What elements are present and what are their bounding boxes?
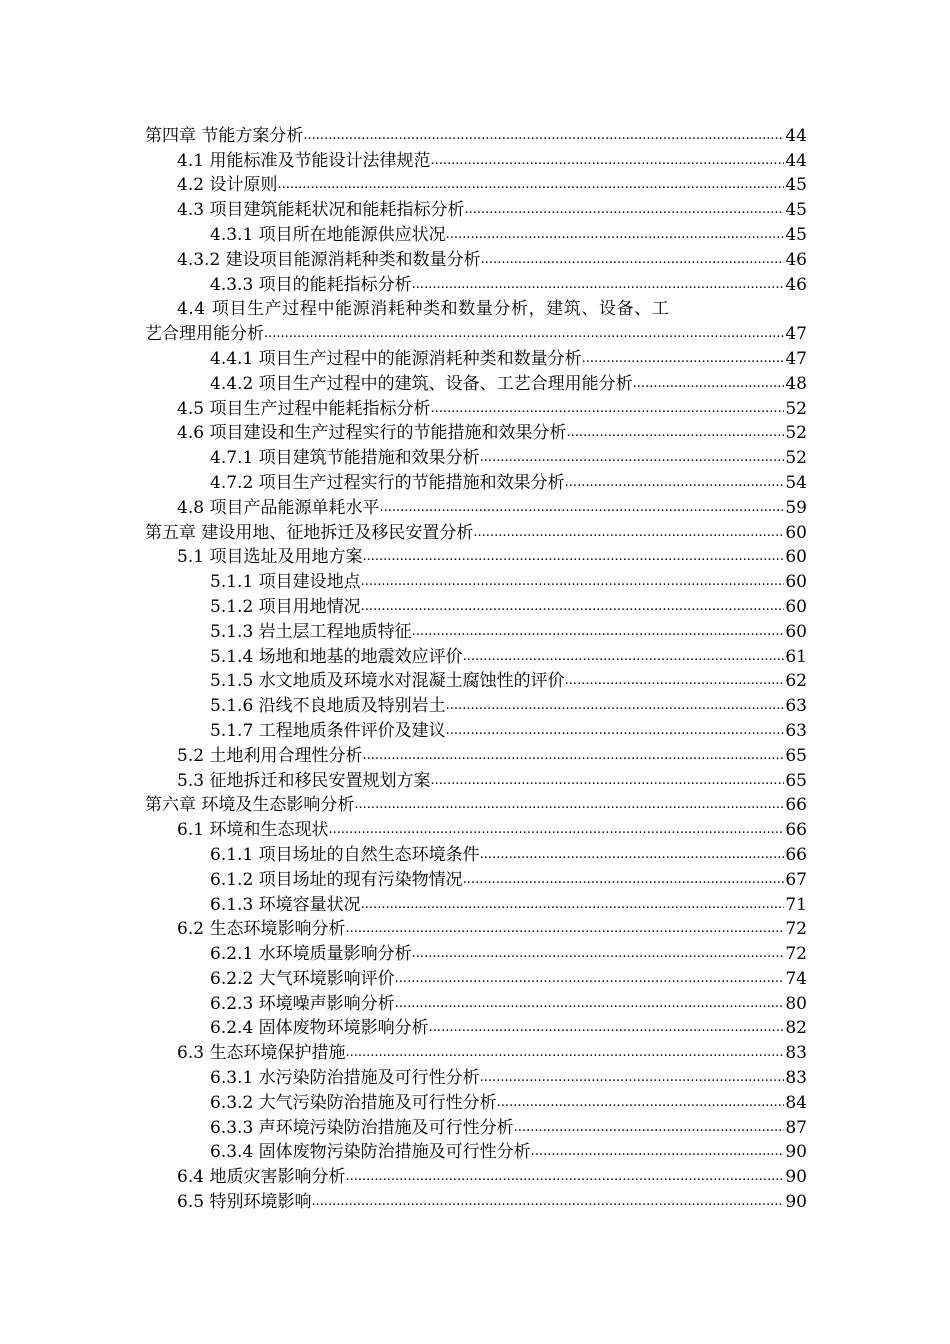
dot-leader xyxy=(345,1165,784,1189)
toc-entry[interactable] xyxy=(145,817,807,842)
toc-entry-title: 6.3.2 大气污染防治措施及可行性分析 xyxy=(210,1092,497,1113)
toc-page-number: 63 xyxy=(785,720,807,741)
dot-leader xyxy=(582,347,785,371)
toc-entry-title: 4.3.1 项目所在地能源供应状况 xyxy=(210,224,446,245)
dot-leader xyxy=(480,843,785,867)
toc-page-number: 46 xyxy=(785,274,807,295)
toc-entry[interactable] xyxy=(145,941,807,966)
toc-page-number: 84 xyxy=(785,1092,807,1113)
toc-entry[interactable] xyxy=(145,123,807,148)
toc-entry-title: 6.5 特别环境影响 xyxy=(177,1192,312,1213)
dot-leader xyxy=(566,421,784,445)
toc-page-number: 72 xyxy=(785,919,807,940)
toc-entry[interactable] xyxy=(145,842,807,867)
dot-leader xyxy=(277,173,784,197)
toc-entry-title: 5.1.7 工程地质条件评价及建议 xyxy=(210,720,446,741)
toc-page-number: 52 xyxy=(785,398,807,419)
toc-entry[interactable] xyxy=(145,1016,807,1041)
toc-entry-title: 5.1.6 沿线不良地质及特别岩土 xyxy=(210,696,446,717)
toc-entry-title: 5.1.3 岩土层工程地质特征 xyxy=(210,621,412,642)
toc-page-number: 63 xyxy=(785,696,807,717)
dot-leader xyxy=(514,1116,785,1140)
toc-entry-title: 6.4 地质灾害影响分析 xyxy=(177,1167,346,1188)
dot-leader xyxy=(565,669,785,693)
dot-leader xyxy=(430,397,784,421)
dot-leader xyxy=(480,1066,785,1090)
toc-entry-title: 6.3.3 声环境污染防治措施及可行性分析 xyxy=(210,1117,514,1138)
toc-entry[interactable] xyxy=(145,917,807,942)
dot-leader xyxy=(633,372,785,396)
toc-page-number: 44 xyxy=(785,125,807,146)
toc-entry[interactable] xyxy=(145,272,807,297)
toc-page-number: 60 xyxy=(785,547,807,568)
toc-entry-title: 4.3.2 建设项目能源消耗种类和数量分析 xyxy=(177,249,481,270)
toc-entry[interactable] xyxy=(145,594,807,619)
dot-leader xyxy=(429,1016,785,1040)
toc-page-number: 71 xyxy=(785,894,807,915)
toc-entry[interactable] xyxy=(145,743,807,768)
toc-page-number: 90 xyxy=(785,1142,807,1163)
dot-leader xyxy=(464,198,784,222)
toc-page-number: 82 xyxy=(785,1018,807,1039)
toc-entry[interactable] xyxy=(145,495,807,520)
dot-leader xyxy=(497,1091,785,1115)
dot-leader xyxy=(412,273,785,297)
dot-leader xyxy=(361,570,785,594)
toc-entry[interactable] xyxy=(145,545,807,570)
toc-entry-title: 4.3.3 项目的能耗指标分析 xyxy=(210,274,412,295)
toc-page-number: 60 xyxy=(785,621,807,642)
toc-entry[interactable] xyxy=(145,1164,807,1189)
toc-entry-title: 6.3.4 固体废物污染防治措施及可行性分析 xyxy=(210,1142,531,1163)
dot-leader xyxy=(303,124,784,148)
dot-leader xyxy=(463,645,785,669)
toc-entry[interactable] xyxy=(145,1040,807,1065)
toc-entry[interactable] xyxy=(145,693,807,718)
toc-page-number: 45 xyxy=(785,224,807,245)
dot-leader xyxy=(362,545,784,569)
dot-leader xyxy=(446,694,785,718)
toc-entry-title: 4.4.2 项目生产过程中的建筑、设备、工艺合理用能分析 xyxy=(210,373,633,394)
toc-entry[interactable] xyxy=(145,197,807,222)
toc-page-number: 61 xyxy=(785,646,807,667)
toc-page-number: 52 xyxy=(785,448,807,469)
toc-entry-title: 第四章 节能方案分析 xyxy=(145,125,304,146)
toc-entry[interactable] xyxy=(145,966,807,991)
toc-entry[interactable] xyxy=(145,619,807,644)
toc-entry-title: 4.2 设计原则 xyxy=(177,175,278,196)
toc-entry[interactable] xyxy=(145,644,807,669)
toc-entry-title: 6.2.2 大气环境影响评价 xyxy=(210,968,395,989)
toc-page-number: 60 xyxy=(785,522,807,543)
toc-page-number: 48 xyxy=(785,373,807,394)
toc-entry-title: 6.1 环境和生态现状 xyxy=(177,820,329,841)
toc-entry-title: 6.1.2 项目场址的现有污染物情况 xyxy=(210,869,463,890)
toc-entry[interactable] xyxy=(145,297,807,347)
toc-entry-title: 4.4 项目生产过程中能源消耗种类和数量分析，建筑、设备、工 xyxy=(177,299,670,320)
toc-entry[interactable] xyxy=(145,222,807,247)
toc-page-number: 45 xyxy=(785,175,807,196)
toc-entry[interactable] xyxy=(145,1189,807,1214)
toc-entry-title: 6.3.1 水污染防治措施及可行性分析 xyxy=(210,1068,480,1089)
toc-entry-title: 第五章 建设用地、征地拆迁及移民安置分析 xyxy=(145,522,474,543)
toc-entry[interactable] xyxy=(145,173,807,198)
toc-entry[interactable] xyxy=(145,867,807,892)
dot-leader xyxy=(379,496,784,520)
dot-leader xyxy=(531,1140,785,1164)
toc-page-number: 44 xyxy=(785,150,807,171)
toc-page-number: 47 xyxy=(785,324,807,345)
toc-entry-title: 6.2.3 环境噪声影响分析 xyxy=(210,993,395,1014)
toc-entry[interactable] xyxy=(145,718,807,743)
dot-leader xyxy=(446,719,785,743)
toc-entry[interactable] xyxy=(145,1065,807,1090)
toc-entry-title: 5.1.4 场地和地基的地震效应评价 xyxy=(210,646,463,667)
dot-leader xyxy=(361,893,785,917)
toc-entry-title: 4.5 项目生产过程中能耗指标分析 xyxy=(177,398,431,419)
table-of-contents xyxy=(145,123,807,1214)
toc-entry[interactable] xyxy=(145,346,807,371)
toc-entry[interactable] xyxy=(145,793,807,818)
dot-leader xyxy=(565,471,785,495)
toc-page-number: 59 xyxy=(785,497,807,518)
toc-entry[interactable] xyxy=(145,371,807,396)
toc-entry-title: 5.3 征地拆迁和移民安置规划方案 xyxy=(177,770,431,791)
toc-page-number: 60 xyxy=(785,572,807,593)
toc-entry[interactable] xyxy=(145,892,807,917)
toc-page-number: 66 xyxy=(785,795,807,816)
toc-page-number: 54 xyxy=(785,472,807,493)
toc-page-number: 83 xyxy=(785,1043,807,1064)
toc-page-number: 87 xyxy=(785,1117,807,1138)
dot-leader xyxy=(430,769,784,793)
toc-entry-title: 6.1.3 环境容量状况 xyxy=(210,894,361,915)
dot-leader xyxy=(412,620,785,644)
dot-leader xyxy=(345,1041,784,1065)
toc-entry-title: 5.1.2 项目用地情况 xyxy=(210,596,361,617)
toc-page-number: 47 xyxy=(785,348,807,369)
toc-entry-title: 6.2.4 固体废物环境影响分析 xyxy=(210,1018,429,1039)
dot-leader xyxy=(473,521,784,545)
toc-entry-title: 5.1.1 项目建设地点 xyxy=(210,572,361,593)
toc-page-number: 80 xyxy=(785,993,807,1014)
dot-leader xyxy=(430,149,784,173)
toc-page-number: 66 xyxy=(785,844,807,865)
toc-page-number: 90 xyxy=(785,1192,807,1213)
toc-entry[interactable] xyxy=(145,768,807,793)
dot-leader xyxy=(354,793,784,817)
toc-entry[interactable] xyxy=(145,247,807,272)
toc-entry[interactable] xyxy=(145,669,807,694)
toc-page-number: 67 xyxy=(785,869,807,890)
toc-entry-title: 6.3 生态环境保护措施 xyxy=(177,1043,346,1064)
toc-entry-title: 4.7.2 项目生产过程实行的节能措施和效果分析 xyxy=(210,472,565,493)
toc-page-number: 66 xyxy=(785,820,807,841)
toc-entry-title: 6.2.1 水环境质量影响分析 xyxy=(210,944,412,965)
toc-entry[interactable] xyxy=(145,1140,807,1165)
toc-entry[interactable] xyxy=(145,148,807,173)
toc-entry-title: 5.1.5 水文地质及环境水对混凝土腐蚀性的评价 xyxy=(210,671,565,692)
toc-page-number: 60 xyxy=(785,596,807,617)
dot-leader xyxy=(362,744,784,768)
dot-leader xyxy=(481,248,785,272)
toc-entry-title: 4.6 项目建设和生产过程实行的节能措施和效果分析 xyxy=(177,423,567,444)
dot-leader xyxy=(395,967,785,991)
toc-entry-title: 5.1 项目选址及用地方案 xyxy=(177,547,363,568)
dot-leader xyxy=(328,818,784,842)
toc-page-number: 90 xyxy=(785,1167,807,1188)
toc-entry[interactable] xyxy=(145,569,807,594)
dot-leader xyxy=(480,446,785,470)
toc-entry-title: 4.3 项目建筑能耗状况和能耗指标分析 xyxy=(177,200,465,221)
dot-leader xyxy=(311,1190,784,1214)
toc-entry-title: 4.4.1 项目生产过程中的能源消耗种类和数量分析 xyxy=(210,348,582,369)
toc-entry-title: 4.8 项目产品能源单耗水平 xyxy=(177,497,380,518)
toc-page-number: 45 xyxy=(785,200,807,221)
toc-entry[interactable] xyxy=(145,1115,807,1140)
toc-page-number: 52 xyxy=(785,423,807,444)
toc-entry-title: 6.2 生态环境影响分析 xyxy=(177,919,346,940)
toc-page-number: 62 xyxy=(785,671,807,692)
toc-page-number: 83 xyxy=(785,1068,807,1089)
toc-page-number: 46 xyxy=(785,249,807,270)
dot-leader xyxy=(395,992,785,1016)
toc-entry-title: 5.2 土地利用合理性分析 xyxy=(177,745,363,766)
toc-entry[interactable] xyxy=(145,1090,807,1115)
toc-entry[interactable] xyxy=(145,445,807,470)
toc-entry[interactable] xyxy=(145,396,807,421)
toc-page-number: 74 xyxy=(785,968,807,989)
dot-leader xyxy=(264,322,784,346)
toc-entry[interactable] xyxy=(145,520,807,545)
toc-page-number: 65 xyxy=(785,745,807,766)
toc-entry-title-continued: 艺合理用能分析 xyxy=(145,324,264,345)
toc-entry-title: 4.7.1 项目建筑节能措施和效果分析 xyxy=(210,448,480,469)
toc-entry[interactable] xyxy=(145,470,807,495)
dot-leader xyxy=(412,942,785,966)
toc-entry-title: 4.1 用能标准及节能设计法律规范 xyxy=(177,150,431,171)
toc-page-number: 72 xyxy=(785,944,807,965)
dot-leader xyxy=(463,868,785,892)
dot-leader xyxy=(446,223,785,247)
toc-entry[interactable] xyxy=(145,421,807,446)
dot-leader xyxy=(361,595,785,619)
toc-entry[interactable] xyxy=(145,991,807,1016)
toc-page-number: 65 xyxy=(785,770,807,791)
dot-leader xyxy=(345,917,784,941)
toc-entry-title: 6.1.1 项目场址的自然生态环境条件 xyxy=(210,844,480,865)
toc-entry-title: 第六章 环境及生态影响分析 xyxy=(145,795,355,816)
